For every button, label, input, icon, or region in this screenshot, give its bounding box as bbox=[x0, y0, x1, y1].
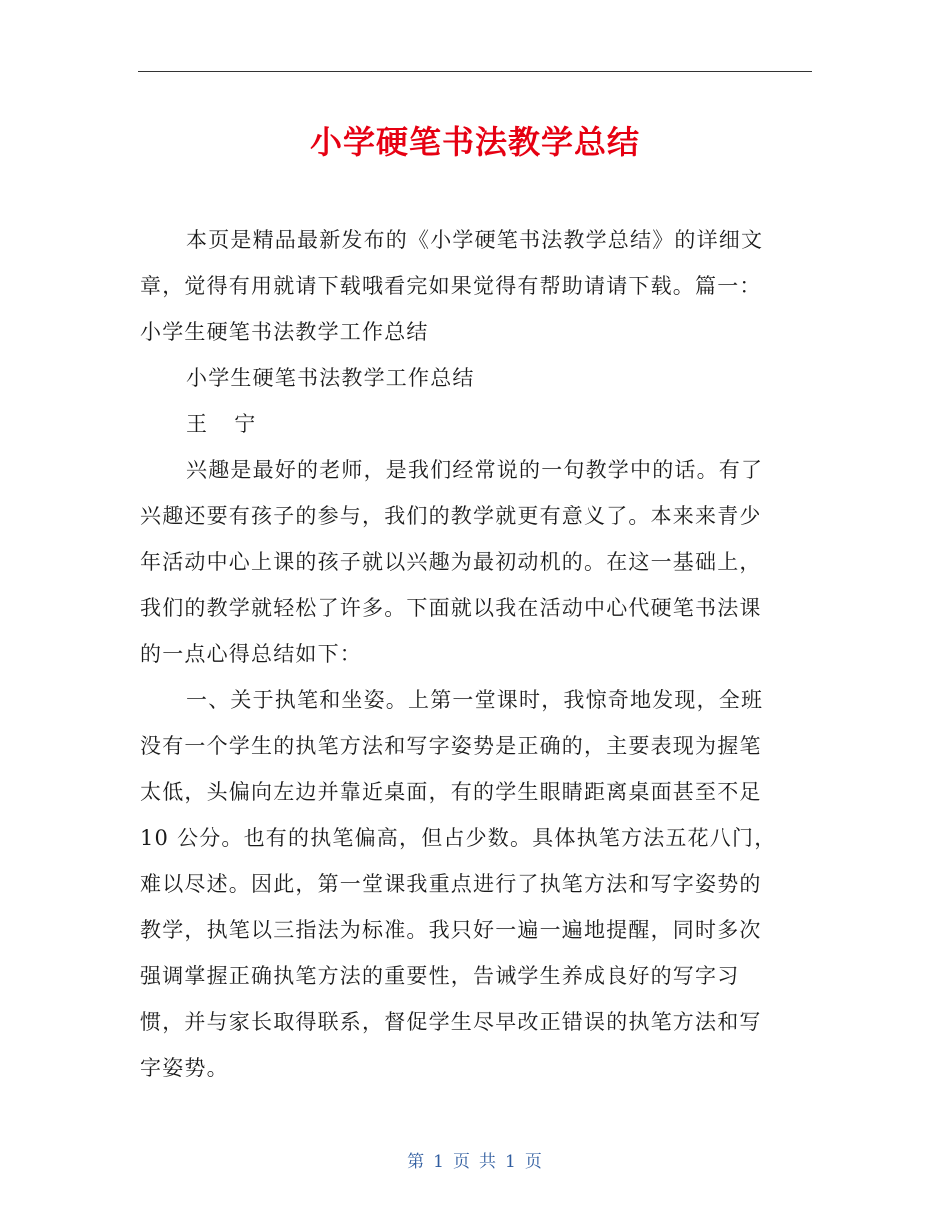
footer-total-pages: 1 bbox=[505, 1152, 517, 1172]
body-line: 太低，头偏向左边并靠近桌面，有的学生眼睛距离桌面甚至不足 bbox=[140, 780, 762, 804]
body-line: 小学生硬笔书法教学工作总结 bbox=[140, 320, 429, 344]
footer-page-word: 页 bbox=[453, 1152, 471, 1172]
body-line: 我们的教学就轻松了许多。下面就以我在活动中心代硬笔书法课 bbox=[140, 596, 762, 620]
body-line: 强调掌握正确执笔方法的重要性，告诫学生养成良好的写字习 bbox=[140, 964, 740, 988]
footer-suffix: 页 bbox=[524, 1152, 543, 1172]
body-line: 一、关于执笔和坐姿。上第一堂课时，我惊奇地发现，全班 bbox=[186, 688, 764, 712]
body-line: 本页是精品最新发布的《小学硬笔书法教学总结》的详细文 bbox=[186, 228, 764, 252]
body-line: 没有一个学生的执笔方法和写字姿势是正确的，主要表现为握笔 bbox=[140, 734, 762, 758]
document-title: 小学硬笔书法教学总结 bbox=[309, 123, 640, 161]
body-line: 年活动中心上课的孩子就以兴趣为最初动机的。在这一基础上， bbox=[140, 550, 762, 574]
section-heading: 小学生硬笔书法教学工作总结 bbox=[186, 366, 475, 390]
body-line: 的一点心得总结如下： bbox=[140, 642, 362, 666]
body-line: 难以尽述。因此，第一堂课我重点进行了执笔方法和写字姿势的 bbox=[140, 872, 762, 896]
body-line: 10 公分。也有的执笔偏高，但占少数。具体执笔方法五花八门， bbox=[140, 826, 777, 850]
document-body bbox=[140, 221, 800, 1095]
author-given-name: 宁 bbox=[234, 412, 257, 436]
header-rule bbox=[138, 71, 812, 72]
author-name bbox=[140, 405, 800, 451]
body-line: 字姿势。 bbox=[140, 1056, 229, 1080]
body-line: 惯，并与家长取得联系，督促学生尽早改正错误的执笔方法和写 bbox=[140, 1010, 762, 1034]
body-line: 兴趣还要有孩子的参与，我们的教学就更有意义了。本来来青少 bbox=[140, 504, 762, 528]
body-line: 教学，执笔以三指法为标准。我只好一遍一遍地提醒，同时多次 bbox=[140, 918, 762, 942]
author-surname: 王 bbox=[186, 412, 209, 436]
footer-total-word: 共 bbox=[479, 1152, 497, 1172]
footer-current-page: 1 bbox=[433, 1152, 445, 1172]
page-footer bbox=[0, 1150, 950, 1174]
body-line: 章，觉得有用就请下载哦看完如果觉得有帮助请请下载。篇一： bbox=[140, 274, 762, 298]
body-line: 兴趣是最好的老师，是我们经常说的一句教学中的话。有了 bbox=[186, 458, 764, 482]
footer-prefix: 第 bbox=[407, 1152, 426, 1172]
